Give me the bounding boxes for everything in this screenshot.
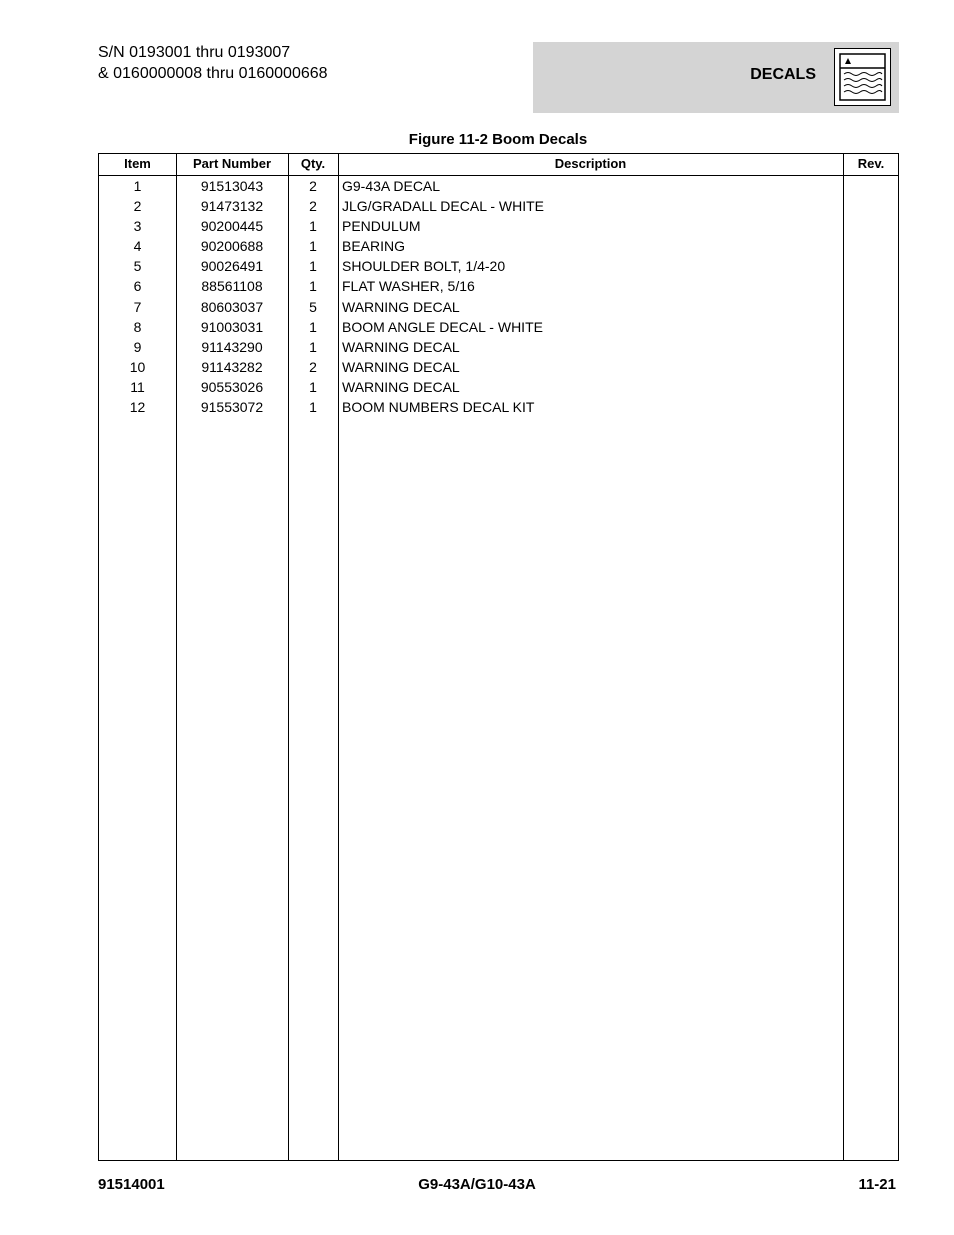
table-row	[99, 256, 898, 276]
cell-qty: 1	[309, 278, 317, 295]
cell-description: BOOM ANGLE DECAL - WHITE	[342, 318, 543, 335]
cell-description: FLAT WASHER, 5/16	[342, 278, 475, 295]
cell-item: 1	[133, 178, 142, 194]
cell-qty: 2	[309, 198, 317, 215]
cell-qty: 1	[309, 378, 317, 395]
cell-part-number: 90200445	[200, 218, 264, 235]
cell-item: 4	[133, 238, 142, 255]
cell-qty: 2	[309, 358, 317, 375]
footer-page-number: 11-21	[858, 1176, 896, 1193]
column-header-part-number: Part Number	[192, 156, 272, 171]
table-row	[99, 357, 898, 377]
serial-number-block	[98, 42, 328, 84]
cell-description: BEARING	[342, 238, 406, 255]
cell-part-number: 88561108	[201, 278, 263, 295]
cell-part-number: 91553072	[200, 399, 264, 416]
cell-qty: 1	[309, 338, 317, 355]
table-row	[99, 216, 898, 236]
cell-part-number: 90200688	[200, 238, 264, 255]
cell-part-number: 80603037	[200, 298, 264, 315]
cell-qty: 1	[309, 399, 317, 416]
cell-description: BOOM NUMBERS DECAL KIT	[342, 399, 535, 416]
table-row	[99, 337, 898, 357]
table-row	[99, 196, 898, 216]
cell-item: 9	[133, 338, 142, 355]
cell-part-number: 91473132	[200, 198, 264, 215]
cell-qty: 2	[309, 178, 317, 194]
table-row	[99, 276, 898, 296]
table-header	[99, 154, 898, 176]
cell-item: 3	[133, 218, 142, 235]
cell-part-number: 91143290	[201, 338, 263, 355]
cell-qty: 1	[309, 258, 317, 275]
decal-icon	[834, 48, 891, 111]
cell-item: 2	[133, 198, 142, 215]
cell-qty: 1	[309, 318, 317, 335]
footer-model: G9-43A/G10-43A	[418, 1176, 536, 1193]
table-row	[99, 397, 898, 417]
section-banner	[533, 42, 899, 113]
cell-qty: 1	[309, 218, 317, 235]
cell-item: 7	[133, 298, 142, 315]
cell-part-number: 91513043	[200, 178, 264, 194]
cell-description: WARNING DECAL	[342, 338, 460, 355]
cell-description: G9-43A DECAL	[342, 178, 441, 194]
cell-description: WARNING DECAL	[342, 378, 460, 395]
cell-item: 8	[133, 318, 142, 335]
cell-description: WARNING DECAL	[342, 298, 460, 315]
table-row	[99, 317, 898, 337]
cell-item: 6	[133, 278, 142, 295]
cell-item: 10	[129, 358, 146, 375]
table-row	[99, 297, 898, 317]
cell-description: WARNING DECAL	[342, 358, 460, 375]
cell-description: PENDULUM	[342, 218, 421, 235]
table-row	[99, 377, 898, 397]
cell-part-number: 91003031	[200, 318, 264, 335]
cell-description: SHOULDER BOLT, 1/4-20	[342, 258, 506, 275]
cell-item: 5	[133, 258, 142, 275]
cell-part-number: 91143282	[201, 358, 263, 375]
column-header-item: Item	[124, 156, 151, 171]
cell-part-number: 90553026	[200, 378, 264, 395]
table-row	[99, 176, 898, 196]
table-row	[99, 236, 898, 256]
column-header-rev: Rev.	[857, 156, 885, 171]
figure-title: Figure 11-2 Boom Decals	[408, 131, 588, 148]
section-title: DECALS	[750, 66, 816, 83]
table-body	[99, 176, 898, 417]
column-header-description: Description	[554, 156, 627, 171]
footer-document-number: 91514001	[98, 1176, 165, 1193]
cell-qty: 1	[309, 238, 317, 255]
column-header-qty: Qty.	[300, 156, 326, 171]
cell-description: JLG/GRADALL DECAL - WHITE	[342, 198, 545, 215]
cell-part-number: 90026491	[200, 258, 264, 275]
parts-table	[98, 153, 899, 1161]
cell-item: 11	[130, 378, 145, 395]
cell-qty: 5	[309, 298, 317, 315]
serial-line-2: & 0160000008 thru 0160000668	[98, 65, 328, 82]
serial-line-1: S/N 0193001 thru 0193007	[98, 44, 291, 61]
cell-item: 12	[129, 399, 146, 416]
